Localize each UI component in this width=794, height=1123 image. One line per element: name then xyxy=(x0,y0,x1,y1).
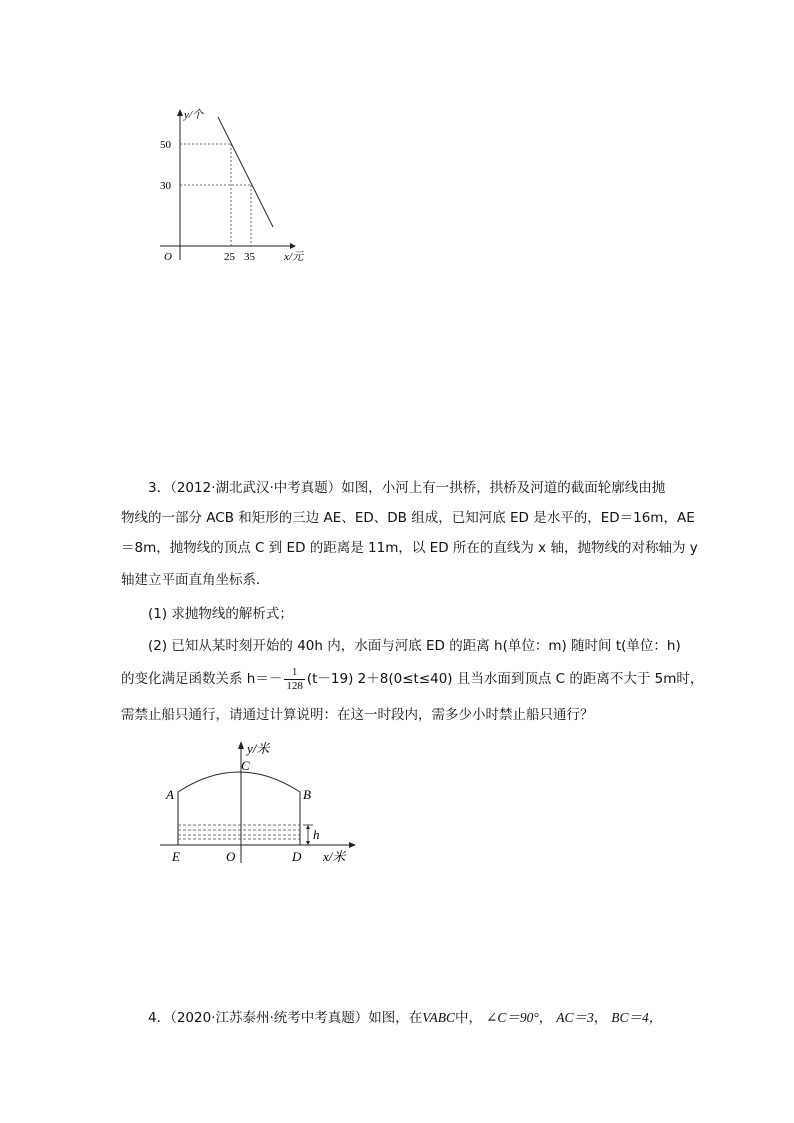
q3-line3: ＝8m，抛物线的顶点 C 到 ED 的距离是 11m，以 ED 所在的直线为 x 轴，抛物线的对称轴为 y xyxy=(121,540,698,556)
x-axis-label: x/元 xyxy=(284,251,303,263)
x-axis-arrow xyxy=(349,842,356,848)
bridge-diagram xyxy=(155,735,370,875)
y-axis-arrow xyxy=(177,109,183,116)
x-axis-arrow xyxy=(290,243,296,249)
q3-part2: (2) 已知从某时刻开始的 40h 内，水面与河底 ED 的距离 h(单位：m) 随时间 t(单位：h) xyxy=(148,638,681,654)
q3-line6-pre: 的变化满足函数关系 h＝－ xyxy=(121,671,283,687)
q3-line6 xyxy=(121,664,703,694)
q3-part1: (1) 求抛物线的解析式； xyxy=(148,606,293,622)
fraction-numerator: 1 xyxy=(284,666,305,680)
y-axis-label: y/个 xyxy=(184,109,203,121)
point-E-label: E xyxy=(172,849,180,864)
tick-50: 50 xyxy=(160,139,171,151)
tick-25: 25 xyxy=(224,251,235,263)
point-C-label: C xyxy=(241,758,250,773)
q4-triangle: VABC xyxy=(422,1010,456,1025)
fraction xyxy=(284,666,305,693)
q4-ac: AC＝3 xyxy=(556,1010,594,1025)
q4-line: 4．（2020·江苏泰州·统考中考真题）如图，在VABC中， ∠C＝90°， AC＝3， BC＝4， xyxy=(148,1010,663,1026)
fraction-denominator: 128 xyxy=(286,679,303,692)
y-axis-label: y/米 xyxy=(247,741,270,756)
q4-angle: ∠C＝90° xyxy=(486,1010,539,1025)
point-A-label: A xyxy=(166,787,174,802)
q4-prefix: 4．（2020·江苏泰州·统考中考真题）如图，在 xyxy=(148,1010,423,1026)
x-axis-label: x/米 xyxy=(323,849,346,864)
q4-mid: 中， xyxy=(455,1010,483,1026)
q3-line7: 需禁止船只通行，请通过计算说明：在这一时段内，需多少小时禁止船只通行？ xyxy=(121,707,594,723)
point-D-label: D xyxy=(292,849,302,864)
origin-label: O xyxy=(226,849,236,864)
q3-line4: 轴建立平面直角坐标系． xyxy=(121,572,270,588)
y-axis-arrow xyxy=(238,741,244,749)
point-B-label: B xyxy=(303,787,311,802)
h-arrow-up xyxy=(306,825,310,829)
tick-30: 30 xyxy=(160,180,171,192)
h-arrow-down xyxy=(306,841,310,845)
q3-line1: 3．（2012·湖北武汉·中考真题）如图，小河上有一拱桥，拱桥及河道的截面轮廓线由抛 xyxy=(148,480,666,496)
q3-line2: 物线的一部分 ACB 和矩形的三边 AE、ED、DB 组成，已知河底 ED 是水平的，ED＝16m，AE xyxy=(121,510,695,526)
price-quantity-graph xyxy=(150,100,320,270)
price-line xyxy=(218,117,273,227)
h-label: h xyxy=(313,827,320,842)
q3-line6-post: (t－19) 2＋8(0≤t≤40) 且当水面到顶点 C 的距离不大于 5m时， xyxy=(306,671,704,687)
q4-bc: BC＝4， xyxy=(611,1010,663,1025)
parabola-arc xyxy=(178,772,300,792)
tick-35: 35 xyxy=(244,251,255,263)
origin-label: O xyxy=(164,251,172,263)
